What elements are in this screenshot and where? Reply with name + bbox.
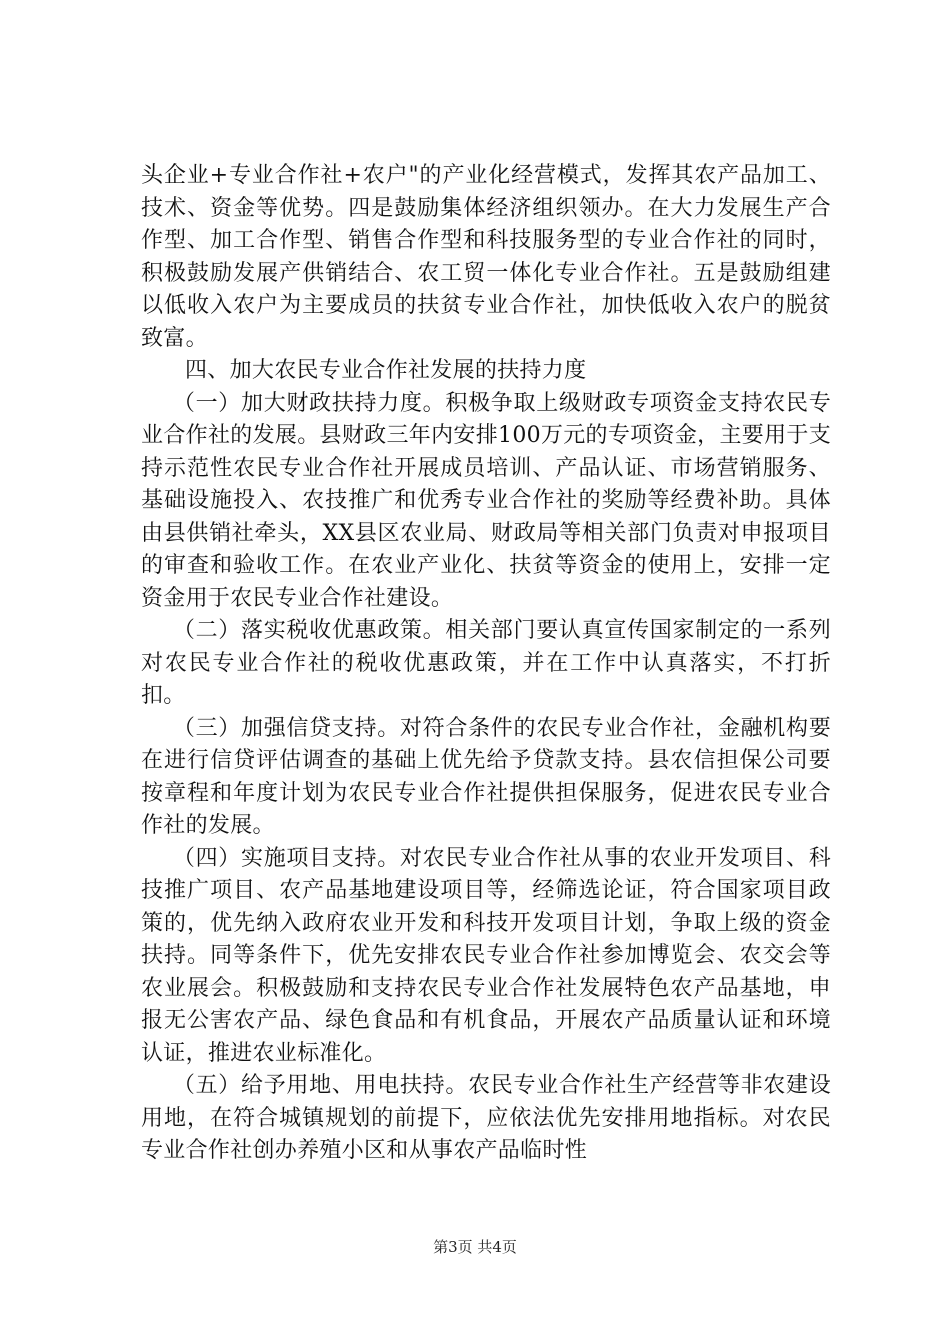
document-body bbox=[141, 160, 831, 1168]
section-heading-four: 四、加大农民专业合作社发展的扶持力度 bbox=[185, 358, 587, 383]
paragraph-land-power-support: （五）给予用地、用电扶持。农民专业合作社生产经营等非农建设用地，在符合城镇规划的前提下，应依法优先安排用地指标。对农民专业合作社创办养殖小区和从事农产品临时性 bbox=[141, 1073, 831, 1163]
page-footer: 第3页 共4页 bbox=[433, 1238, 517, 1256]
paragraph-fiscal-support: （一）加大财政扶持力度。积极争取上级财政专项资金支持农民专业合作社的发展。县财政三年内安排100万元的专项资金，主要用于支持示范性农民专业合作社开展成员培训、产品认证、市场营销服务、基础设施投入、农技推广和优秀专业合作社的奖励等经费补助。具体由县供销社牵头，XX县区农业局、财政局等相关部门负责对申报项目的审查和验收工作。在农业产业化、扶贫等资金的使用上，安排一定资金用于农民专业合作社建设。 bbox=[141, 390, 831, 611]
paragraph-project-support: （四）实施项目支持。对农民专业合作社从事的农业开发项目、科技推广项目、农产品基地建设项目等，经筛选论证，符合国家项目政策的，优先纳入政府农业开发和科技开发项目计划，争取上级的资金扶持。同等条件下，优先安排农民专业合作社参加博览会、农交会等农业展会。积极鼓励和支持农民专业合作社发展特色农产品基地，申报无公害农产品、绿色食品和有机食品，开展农产品质量认证和环境认证，推进农业标准化。 bbox=[141, 845, 831, 1066]
paragraph-tax-policy: （二）落实税收优惠政策。相关部门要认真宣传国家制定的一系列对农民专业合作社的税收优惠政策，并在工作中认真落实，不打折扣。 bbox=[141, 618, 831, 708]
paragraph-credit-support: （三）加强信贷支持。对符合条件的农民专业合作社，金融机构要在进行信贷评估调查的基础上优先给予贷款支持。县农信担保公司要按章程和年度计划为农民专业合作社提供担保服务，促进农民专业合作社的发展。 bbox=[141, 715, 831, 838]
paragraph-intro-continued: 头企业+专业合作社+农户"的产业化经营模式，发挥其农产品加工、技术、资金等优势。四是鼓励集体经济组织领办。在大力发展生产合作型、加工合作型、销售合作型和科技服务型的专业合作社的同时，积极鼓励发展产供销结合、农工贸一体化专业合作社。五是鼓励组建以低收入农户为主要成员的扶贫专业合作社，加快低收入农户的脱贫致富。 bbox=[141, 163, 831, 351]
